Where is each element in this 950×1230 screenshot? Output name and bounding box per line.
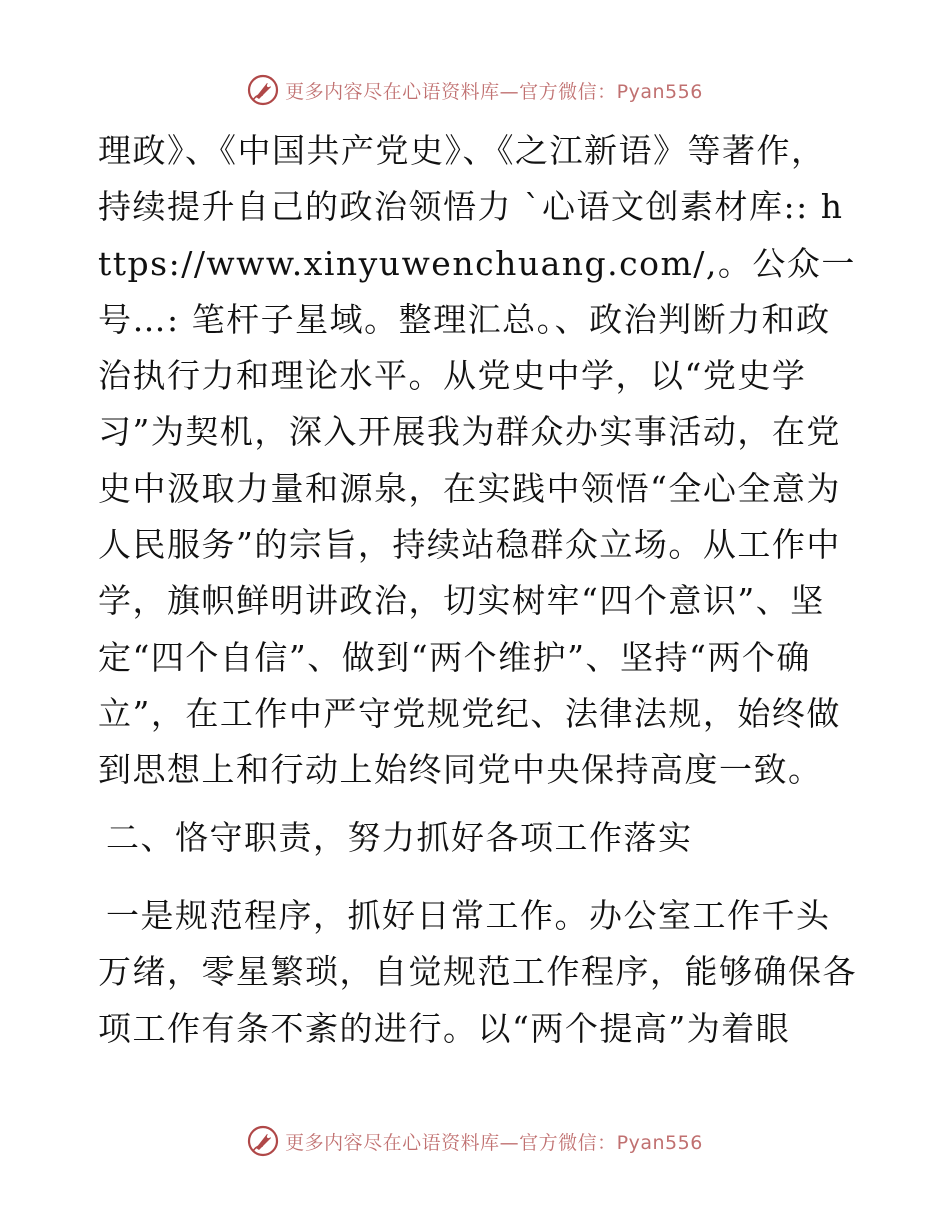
- watermark-text: 更多内容尽在心语资料库—官方微信：Pyan556: [285, 80, 703, 103]
- document-body: [98, 123, 858, 1057]
- footer-watermark: [0, 1121, 950, 1161]
- body-paragraph: 一是规范程序，抓好日常工作。办公室工作千头万绪，零星繁琐，自觉规范工作程序，能够确保各项工作有条不紊的进行。以“两个提高”为着眼: [98, 896, 857, 1048]
- pen-nib-logo-icon: [247, 74, 279, 106]
- pen-nib-logo-icon: [247, 1125, 279, 1157]
- header-watermark: [0, 70, 950, 110]
- body-paragraph: 理政》、《中国共产党史》、《之江新语》等著作，持续提升自己的政治领悟力 `心语文创素材库:: https://www.xinyuwenchuang.com/,。公众一号…: 笔杆子星域。整理汇总。、政治判断力和政治执行力和理论水平。从党史中学，以“党史学习”为契机，深入开展我为群众办实事活动，在党史中汲取力量和源泉，在实践中领悟“全心全意为人民服务”的宗旨，持续站稳群众立场。从工作中学，旗帜鲜明讲政治，切实树牢“四个意识”、坚定“四个自信”、做到“两个维护”、坚持“两个确立”，在工作中严守党规党纪、法律法规，始终做到思想上和行动上始终同党中央保持高度一致。: [98, 131, 856, 790]
- watermark-text: 更多内容尽在心语资料库—官方微信：Pyan556: [285, 1131, 703, 1154]
- section-heading: 二、恪守职责，努力抓好各项工作落实: [106, 818, 693, 857]
